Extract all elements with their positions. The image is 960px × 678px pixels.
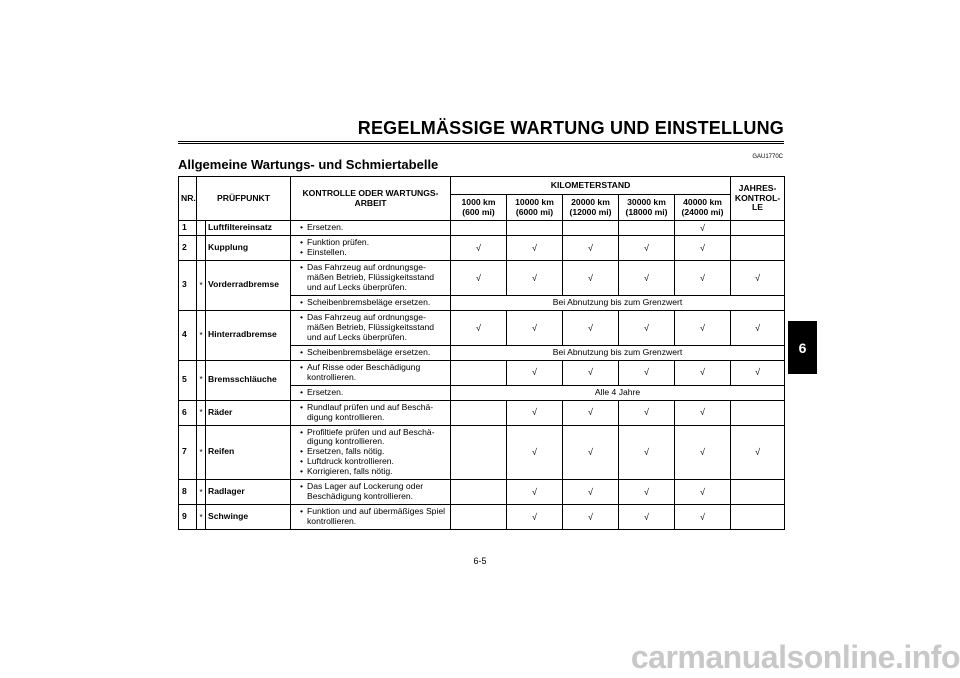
chapter-tab: 6 — [788, 321, 817, 374]
col-header-km — [675, 195, 731, 221]
check-mark: √ — [619, 425, 675, 480]
check-mark: √ — [563, 260, 619, 295]
col-header-km — [563, 195, 619, 221]
table-row — [179, 400, 785, 425]
table-row — [179, 235, 785, 260]
check-mark: √ — [507, 260, 563, 295]
row-checks — [291, 345, 451, 360]
check-mark: √ — [675, 310, 731, 345]
check-mark: √ — [619, 235, 675, 260]
check-item: • Einstellen. — [301, 248, 447, 258]
row-number: 3 — [179, 260, 197, 310]
check-mark: √ — [675, 505, 731, 530]
check-item: • Auf Risse oder Beschädigung kontrollieren. — [301, 363, 447, 383]
page-header-title: REGELMÄSSIGE WARTUNG UND EINSTELLUNG — [357, 118, 784, 138]
check-mark: √ — [619, 310, 675, 345]
check-item: • Luftdruck kontrollieren. — [301, 457, 447, 467]
empty-cell — [451, 400, 507, 425]
col-header-item: PRÜFPUNKT — [197, 177, 291, 221]
row-star: * — [197, 480, 206, 505]
check-item: • Rundlauf prüfen und auf Beschä-digung kontrollieren. — [301, 403, 447, 423]
check-mark: √ — [563, 310, 619, 345]
row-checks — [291, 385, 451, 400]
check-mark: √ — [507, 310, 563, 345]
empty-cell — [451, 505, 507, 530]
check-mark: √ — [451, 260, 507, 295]
empty-cell — [731, 221, 785, 236]
check-mark: √ — [619, 360, 675, 385]
check-mark: √ — [507, 505, 563, 530]
check-mark: √ — [563, 400, 619, 425]
check-mark: √ — [563, 505, 619, 530]
row-star: * — [197, 505, 206, 530]
empty-cell — [731, 235, 785, 260]
check-mark: √ — [675, 425, 731, 480]
col-header-work: KONTROLLE ODER WARTUNGS-ARBEIT — [291, 177, 451, 221]
check-item: • Das Fahrzeug auf ordnungsge-mäßen Betrieb, Flüssigkeitsstand und auf Lecks überprüfen. — [301, 313, 447, 343]
header-rule — [178, 141, 784, 144]
table-row — [179, 425, 785, 480]
check-item: • Funktion und auf übermäßiges Spiel kontrollieren. — [301, 507, 447, 527]
row-number: 9 — [179, 505, 197, 530]
row-number: 7 — [179, 425, 197, 480]
check-item: • Ersetzen. — [301, 388, 447, 398]
row-checks — [291, 295, 451, 310]
empty-cell — [451, 360, 507, 385]
row-item: Kupplung — [206, 235, 291, 260]
col-header-annual: JAHRES-KONTROL-LE — [731, 177, 785, 221]
row-checks — [291, 360, 451, 385]
check-mark: √ — [731, 425, 785, 480]
km-value: 1000 km — [461, 196, 496, 207]
check-mark: √ — [619, 260, 675, 295]
row-item: Räder — [206, 400, 291, 425]
row-checks — [291, 425, 451, 480]
row-number: 6 — [179, 400, 197, 425]
empty-cell — [619, 221, 675, 236]
check-mark: √ — [507, 360, 563, 385]
km-value: 40000 km — [683, 196, 722, 207]
section-title: Allgemeine Wartungs- und Schmiertabelle — [178, 157, 439, 172]
empty-cell — [451, 480, 507, 505]
check-item: • Ersetzen. — [301, 223, 447, 233]
row-checks — [291, 480, 451, 505]
interval-note: Bei Abnutzung bis zum Grenzwert — [451, 345, 785, 360]
check-mark: √ — [619, 400, 675, 425]
mi-value: (12000 mi) — [569, 206, 612, 217]
empty-cell — [731, 480, 785, 505]
row-number: 8 — [179, 480, 197, 505]
check-mark: √ — [675, 260, 731, 295]
row-item: Schwinge — [206, 505, 291, 530]
check-mark: √ — [731, 310, 785, 345]
interval-note: Bei Abnutzung bis zum Grenzwert — [451, 295, 785, 310]
check-mark: √ — [451, 235, 507, 260]
empty-cell — [731, 400, 785, 425]
check-item: • Das Lager auf Lockerung oder Beschädigung kontrollieren. — [301, 482, 447, 502]
row-number: 1 — [179, 221, 197, 236]
check-item: • Scheibenbremsbeläge ersetzen. — [301, 298, 447, 308]
km-value: 20000 km — [571, 196, 610, 207]
table-row — [179, 505, 785, 530]
check-mark: √ — [619, 480, 675, 505]
row-checks — [291, 310, 451, 345]
row-checks — [291, 260, 451, 295]
check-mark: √ — [563, 360, 619, 385]
row-star: * — [197, 310, 206, 360]
check-mark: √ — [675, 480, 731, 505]
check-mark: √ — [563, 235, 619, 260]
mi-value: (24000 mi) — [681, 206, 724, 217]
check-mark: √ — [731, 260, 785, 295]
col-header-km — [507, 195, 563, 221]
check-mark: √ — [507, 480, 563, 505]
col-header-km — [451, 195, 507, 221]
check-mark: √ — [675, 400, 731, 425]
check-mark: √ — [619, 505, 675, 530]
row-item: Vorderradbremse — [206, 260, 291, 310]
row-item: Hinterradbremse — [206, 310, 291, 360]
row-item: Radlager — [206, 480, 291, 505]
table-row — [179, 480, 785, 505]
row-star — [197, 221, 206, 236]
check-item: • Profiltiefe prüfen und auf Beschä-digung kontrollieren. — [301, 428, 447, 448]
check-mark: √ — [507, 425, 563, 480]
row-number: 4 — [179, 310, 197, 360]
check-mark: √ — [675, 235, 731, 260]
check-item: • Korrigieren, falls nötig. — [301, 467, 447, 477]
row-checks — [291, 221, 451, 236]
row-item: Bremsschläuche — [206, 360, 291, 400]
empty-cell — [731, 505, 785, 530]
check-mark: √ — [731, 360, 785, 385]
table-row — [179, 360, 785, 385]
row-star: * — [197, 360, 206, 400]
page-number: 6-5 — [473, 556, 487, 566]
check-item: • Das Fahrzeug auf ordnungsge-mäßen Betrieb, Flüssigkeitsstand und auf Lecks überprüfen. — [301, 263, 447, 293]
interval-note: Alle 4 Jahre — [451, 385, 785, 400]
check-mark: √ — [563, 480, 619, 505]
check-mark: √ — [675, 360, 731, 385]
check-mark: √ — [507, 235, 563, 260]
check-item: • Scheibenbremsbeläge ersetzen. — [301, 348, 447, 358]
table-row — [179, 310, 785, 345]
col-header-nr: NR. — [179, 177, 197, 221]
check-mark: √ — [563, 425, 619, 480]
km-value: 30000 km — [627, 196, 666, 207]
mi-value: (18000 mi) — [625, 206, 668, 217]
mi-value: (600 mi) — [462, 206, 495, 217]
check-item: • Funktion prüfen. — [301, 238, 447, 248]
col-header-km-group: KILOMETERSTAND — [451, 177, 731, 195]
mi-value: (6000 mi) — [515, 206, 554, 217]
row-star: * — [197, 400, 206, 425]
check-mark: √ — [675, 221, 731, 236]
row-star: * — [197, 425, 206, 480]
row-item: Luftfiltereinsatz — [206, 221, 291, 236]
empty-cell — [451, 221, 507, 236]
row-item: Reifen — [206, 425, 291, 480]
document-code: GAU1770C — [752, 154, 783, 160]
col-header-km — [619, 195, 675, 221]
maintenance-table — [178, 176, 785, 530]
empty-cell — [451, 425, 507, 480]
row-star — [197, 235, 206, 260]
check-mark: √ — [451, 310, 507, 345]
row-number: 5 — [179, 360, 197, 400]
table-row — [179, 221, 785, 236]
watermark: carmanualsonline.info — [630, 639, 960, 675]
row-checks — [291, 400, 451, 425]
row-star: * — [197, 260, 206, 310]
check-item: • Ersetzen, falls nötig. — [301, 447, 447, 457]
km-value: 10000 km — [515, 196, 554, 207]
table-row — [179, 260, 785, 295]
row-checks — [291, 235, 451, 260]
empty-cell — [563, 221, 619, 236]
empty-cell — [507, 221, 563, 236]
check-mark: √ — [507, 400, 563, 425]
row-number: 2 — [179, 235, 197, 260]
row-checks — [291, 505, 451, 530]
